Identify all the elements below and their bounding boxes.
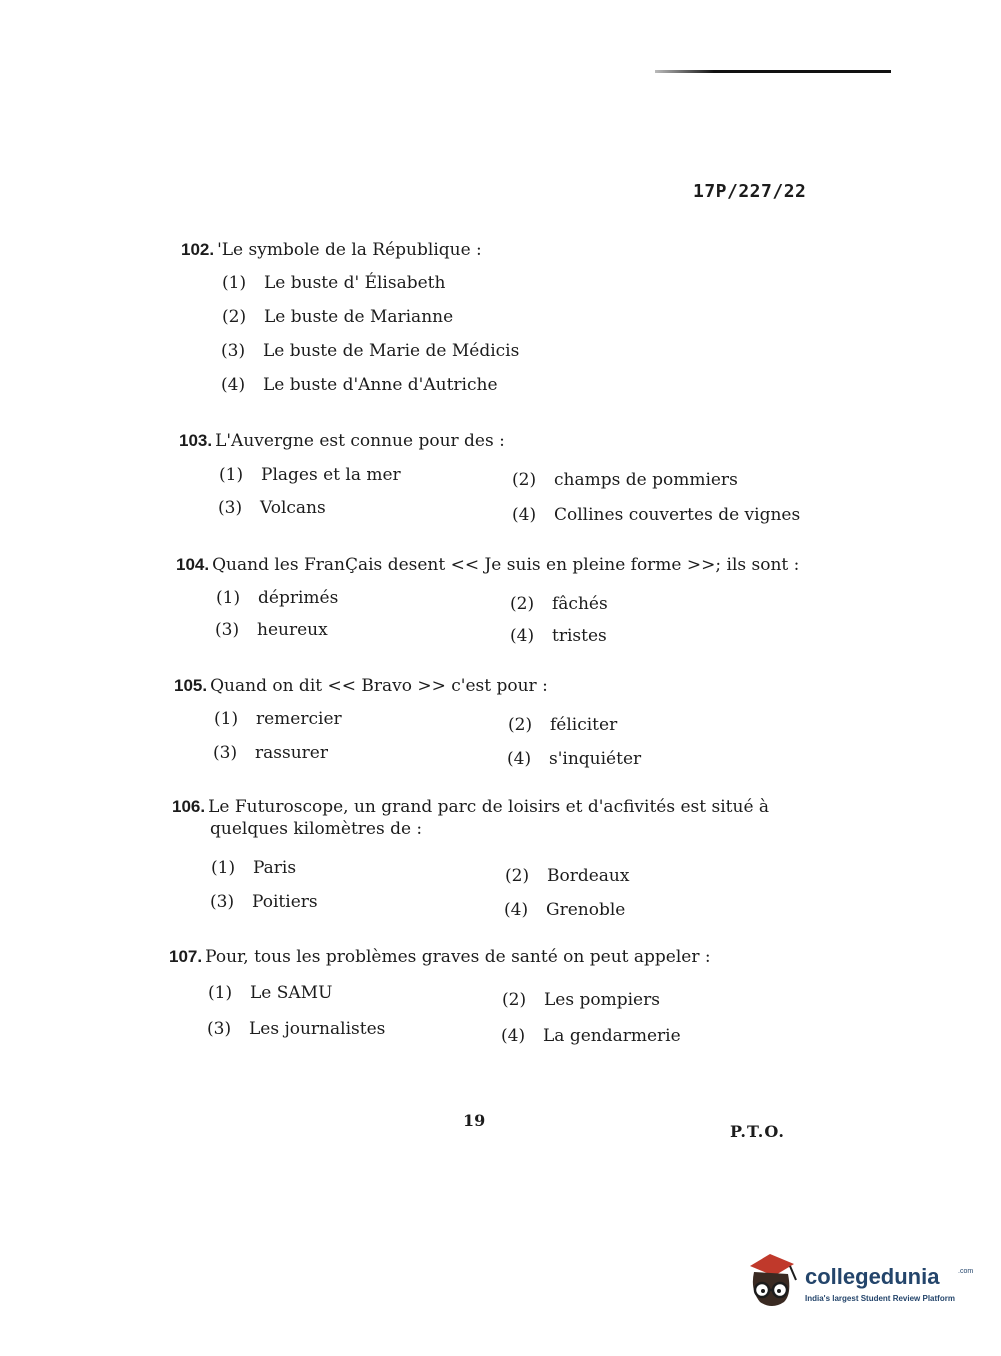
- question-text: Pour, tous les problèmes graves de santé on peut appeler :: [205, 947, 711, 967]
- option: (3) rassurer: [213, 743, 328, 763]
- option: (3) Volcans: [218, 498, 326, 518]
- option: (1) Le buste d' Élisabeth: [222, 273, 446, 293]
- question-102: [181, 240, 482, 260]
- brand-name: collegedunia: [805, 1264, 940, 1289]
- question-text-continued: quelques kilomètres de :: [210, 819, 423, 839]
- option: (4) Collines couvertes de vignes: [512, 505, 801, 525]
- question-text: 'Le symbole de la République :: [217, 240, 482, 260]
- question-text: Quand on dit << Bravo >> c'est pour :: [210, 676, 548, 696]
- question-number: 104.: [176, 555, 210, 574]
- option: (3) Poitiers: [210, 892, 318, 912]
- option: (1) Le SAMU: [208, 983, 333, 1003]
- option: (3) Le buste de Marie de Médicis: [221, 341, 520, 361]
- option: (3) Les journalistes: [207, 1019, 386, 1039]
- option: (4) tristes: [510, 626, 607, 646]
- brand-suffix: .com: [958, 1268, 974, 1275]
- pto-label: P.T.O.: [730, 1122, 785, 1141]
- brand-tagline: India's largest Student Review Platform: [805, 1294, 955, 1303]
- mascot-icon: [744, 1250, 804, 1312]
- question-107: [169, 947, 711, 967]
- option: (1) remercier: [214, 709, 342, 729]
- question-number: 102.: [181, 240, 215, 259]
- question-number: 105.: [174, 676, 208, 695]
- option: (2) Les pompiers: [502, 990, 660, 1010]
- option: (4) s'inquiéter: [507, 749, 642, 769]
- option: (1) déprimés: [216, 588, 339, 608]
- question-number: 107.: [169, 947, 203, 966]
- option: (2) Le buste de Marianne: [222, 307, 454, 327]
- option: (2) champs de pommiers: [512, 470, 738, 490]
- option: (1) Plages et la mer: [219, 465, 401, 485]
- option: (2) Bordeaux: [505, 866, 630, 886]
- question-text: Quand les FranÇais desent << Je suis en pleine forme >>; ils sont :: [212, 555, 800, 575]
- question-104: [176, 555, 799, 575]
- option: (3) heureux: [215, 620, 328, 640]
- question-number: 103.: [179, 431, 213, 450]
- question-text: L'Auvergne est connue pour des :: [215, 431, 505, 451]
- paper-code: 17P/227/22: [693, 181, 807, 202]
- question-106: [172, 797, 802, 839]
- question-103: [179, 431, 505, 451]
- option: (4) La gendarmerie: [501, 1026, 681, 1046]
- option: (2) fâchés: [510, 594, 608, 614]
- question-text: Le Futuroscope, un grand parc de loisirs et d'acfivités est situé à: [208, 797, 770, 817]
- question-105: [174, 676, 548, 696]
- collegedunia-watermark: [744, 1250, 974, 1310]
- option: (1) Paris: [211, 858, 297, 878]
- question-number: 106.: [172, 797, 206, 816]
- page-number: 19: [463, 1111, 486, 1130]
- option: (2) féliciter: [508, 715, 618, 735]
- option: (4) Le buste d'Anne d'Autriche: [221, 375, 498, 395]
- top-rule: [655, 70, 891, 73]
- option: (4) Grenoble: [504, 900, 626, 920]
